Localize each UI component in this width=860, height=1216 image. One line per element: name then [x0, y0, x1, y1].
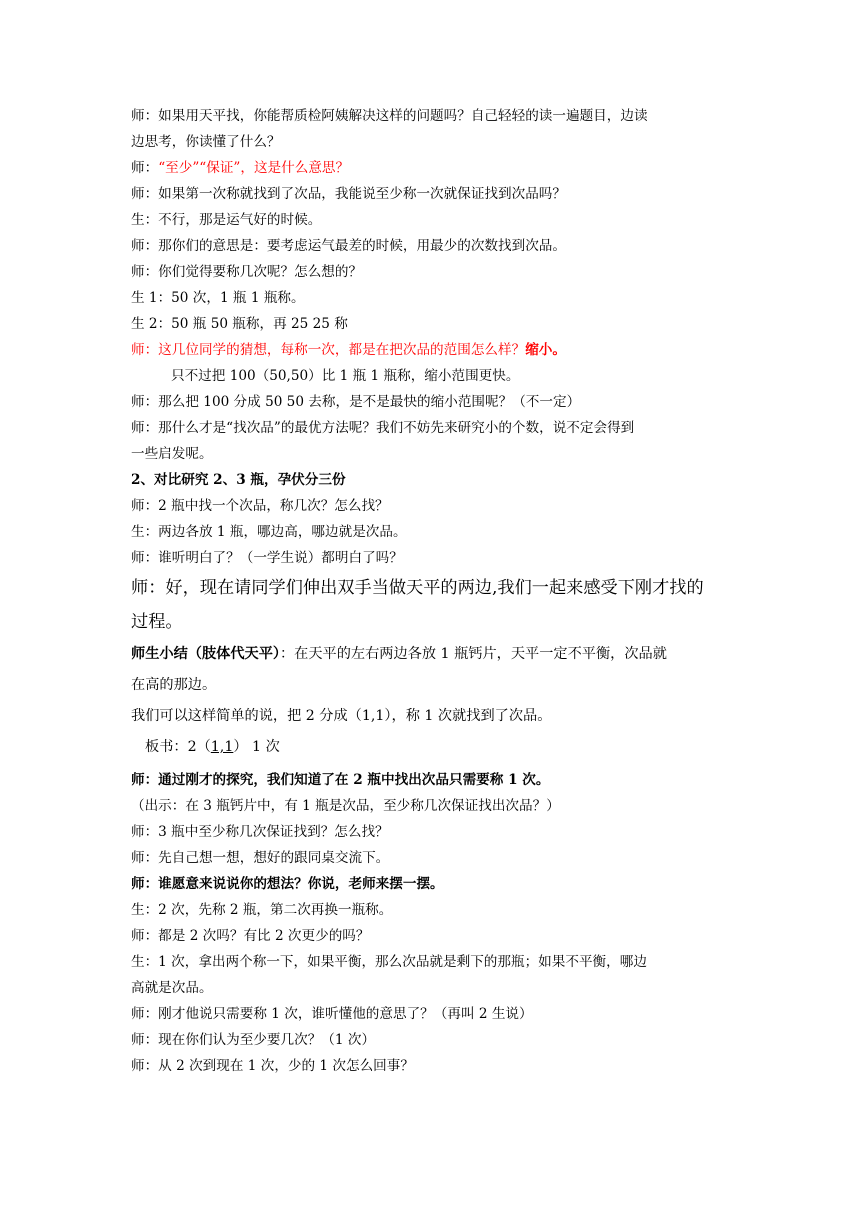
text-line: 师：现在你们认为至少要几次？（1 次） [131, 1032, 376, 1048]
text-line: 高就是次品。 [131, 980, 213, 996]
text-line: 师：你们觉得要称几次呢？怎么想的？ [131, 264, 363, 280]
board-split: 1,1 [210, 739, 234, 755]
text-line: 只不过把 100（50,50）比 1 瓶 1 瓶称，缩小范围更快。 [171, 368, 520, 384]
speaker-label: 师： [131, 160, 159, 176]
highlighted-text: 师：这几位同学的猜想，每称一次，都是在把次品的范围怎么样？ [131, 342, 526, 358]
highlighted-line [131, 337, 736, 363]
text-line: 生 1：50 次，1 瓶 1 瓶称。 [131, 290, 305, 306]
lesson-transcript [131, 103, 736, 1079]
text-line: 师：3 瓶中至少称几次保证找到？怎么找？ [131, 824, 389, 840]
text-line: 过程。 [131, 612, 183, 632]
text-line: 师：从 2 次到现在 1 次，少的 1 次怎么回事？ [131, 1058, 414, 1074]
text-line: 生：2 次，先称 2 瓶，第二次再换一瓶称。 [131, 902, 393, 918]
text-line: 边思考，你读懂了什么？ [131, 134, 281, 150]
text-line: 师：都是 2 次吗？有比 2 次更少的吗？ [131, 928, 370, 944]
text-line: 师：谁愿意来说说你的想法？你说，老师来摆一摆。 [131, 876, 444, 892]
text-line: 师：那么把 100 分成 50 50 去称，是不是最快的缩小范围呢？（不一定） [131, 394, 581, 410]
summary-text: ：在天平的左右两边各放 1 瓶钙片，天平一定不平衡，次品就 [279, 646, 667, 662]
text-line: 生 2：50 瓶 50 瓶称，再 25 25 称 [131, 316, 348, 332]
text-line: 我们可以这样简单的说，把 2 分成（1,1），称 1 次就找到了次品。 [131, 708, 552, 724]
board-result: ） 1 次 [233, 739, 280, 755]
text-line: 师：通过刚才的探究，我们知道了在 2 瓶中找出次品只需要称 1 次。 [131, 772, 550, 788]
board-label: 板书：2（ [145, 739, 211, 755]
text-line: （出示：在 3 瓶钙片中，有 1 瓶是次品，至少称几次保证找出次品？） [131, 798, 560, 814]
text-line: 师：如果用天平找，你能帮质检阿姨解决这样的问题吗？自己轻轻的读一遍题目，边读 [131, 108, 648, 124]
text-line [131, 155, 736, 181]
board-writing [131, 732, 736, 763]
text-line: 师：谁听明白了？（一学生说）都明白了吗？ [131, 550, 403, 566]
text-line: 师：那你们的意思是：要考虑运气最差的时候，用最少的次数找到次品。 [131, 238, 566, 254]
highlighted-question: “至少”“保证”，这是什么意思？ [158, 160, 350, 176]
text-line: 生：1 次，拿出两个称一下，如果平衡，那么次品就是剩下的那瓶；如果不平衡，哪边 [131, 954, 647, 970]
text-line: 师：2 瓶中找一个次品，称几次？怎么找？ [131, 498, 389, 514]
text-line: 师：先自己想一想，想好的跟同桌交流下。 [131, 850, 390, 866]
text-line: 师：好，现在请同学们伸出双手当做天平的两边,我们一起来感受下刚才找的 [131, 578, 704, 598]
highlighted-keyword: 缩小。 [525, 342, 566, 358]
text-line: 一些启发呢。 [131, 446, 213, 462]
section-heading: 2、对比研究 2、3 瓶，孕伏分三份 [131, 472, 346, 488]
text-line [131, 639, 736, 670]
text-line: 在高的那边。 [131, 677, 217, 693]
text-line: 师：如果第一次称就找到了次品，我能说至少称一次就保证找到次品吗？ [131, 186, 566, 202]
text-line: 生：两边各放 1 瓶，哪边高，哪边就是次品。 [131, 524, 407, 540]
text-line: 生：不行，那是运气好的时候。 [131, 212, 322, 228]
text-line: 师：刚才他说只需要称 1 次，谁听懂他的意思了？（再叫 2 生说） [131, 1006, 533, 1022]
text-line: 师：那什么才是“找次品”的最优方法呢？我们不妨先来研究小的个数，说不定会得到 [131, 420, 635, 436]
summary-label: 师生小结（肢体代天平） [131, 646, 280, 662]
